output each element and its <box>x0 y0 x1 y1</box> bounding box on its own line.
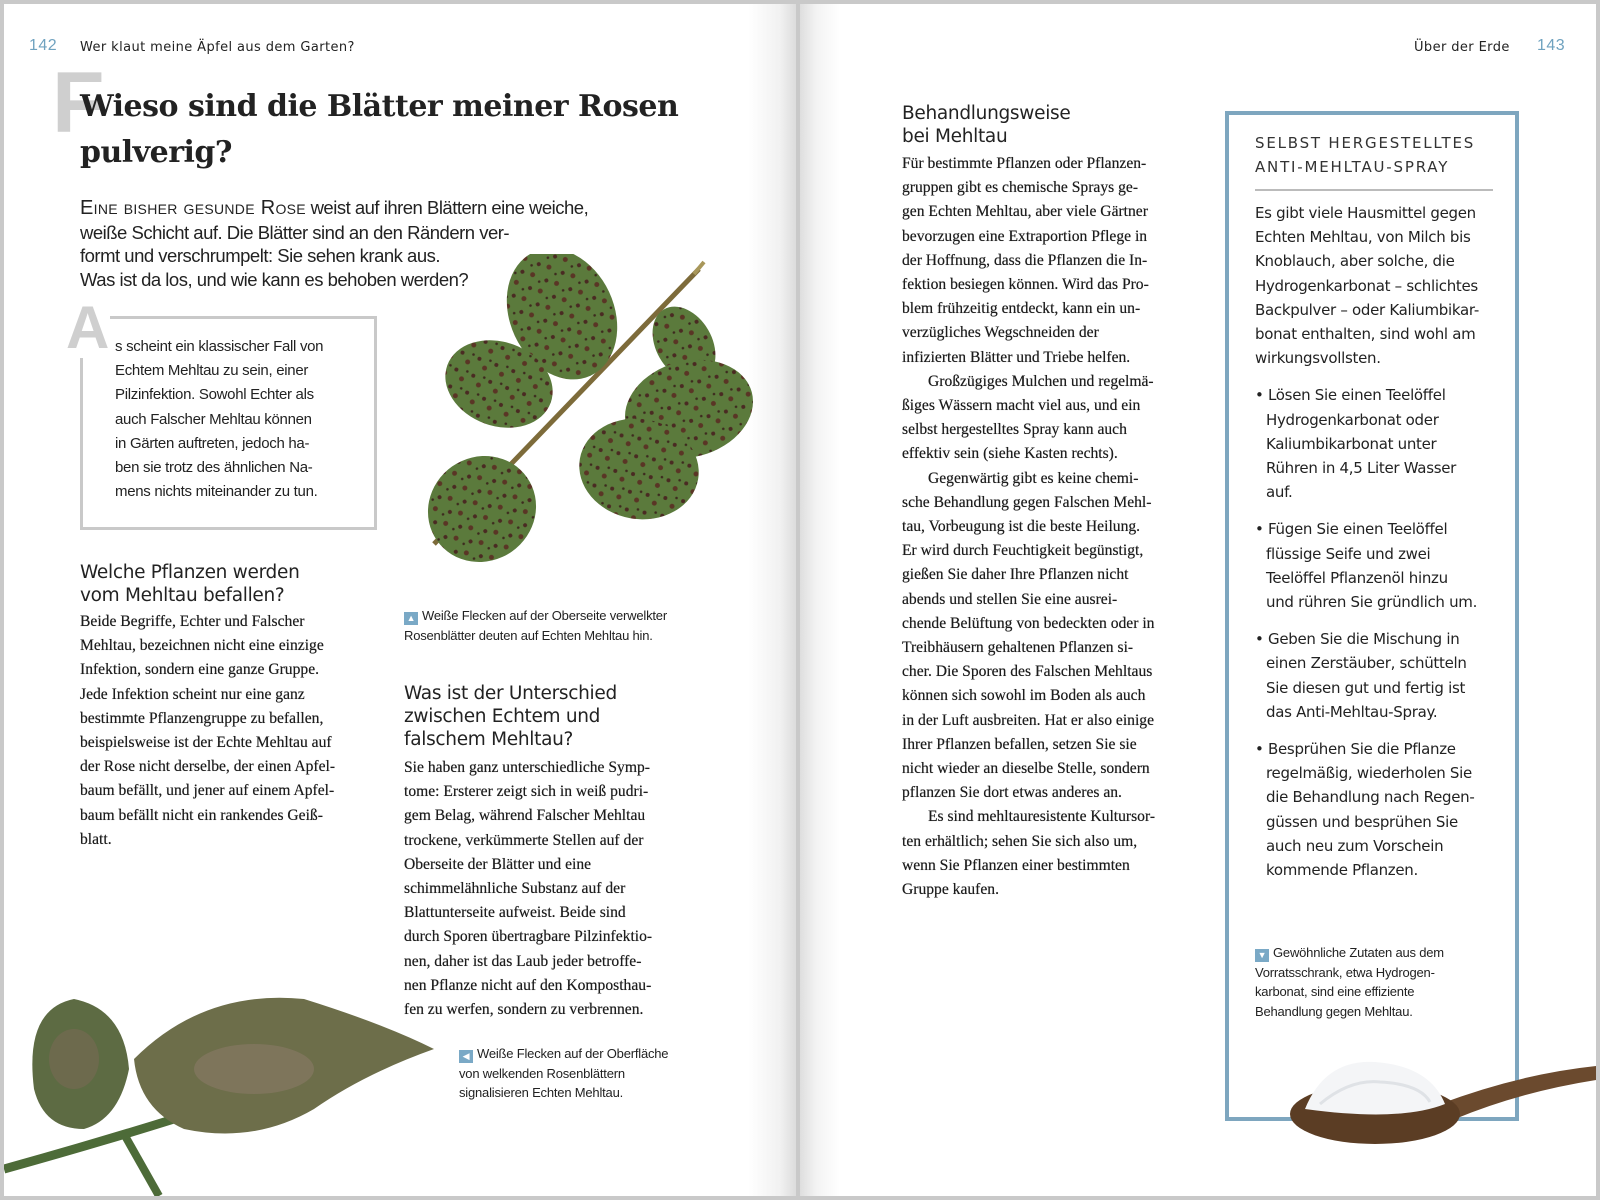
text-line: infizierten Blätter und Triebe helfen. <box>902 348 1131 366</box>
caption-line: von welkenden Rosenblättern <box>459 1065 625 1081</box>
text-line: bestimmte Pflanzengruppe zu befallen, <box>80 709 324 727</box>
text-line: flüssige Seife und zwei <box>1266 544 1431 563</box>
text-line: der Hoffnung, dass die Pflanzen die In- <box>902 251 1148 269</box>
text-line: Ihrer Pflanzen befallen, setzen Sie sie <box>902 735 1137 753</box>
box-intro <box>1255 201 1515 370</box>
text-line: Welche Pflanzen werden <box>80 562 300 583</box>
caption-line: karbonat, sind eine effiziente <box>1255 984 1415 999</box>
text-line: Knoblauch, aber solche, die <box>1255 252 1455 271</box>
running-title: Wer klaut meine Äpfel aus dem Garten? <box>80 40 355 55</box>
text-line: Treibhäusern gehaltenen Pflanzen si- <box>902 639 1134 657</box>
text-line: können sich sowohl im Boden als auch <box>902 687 1146 705</box>
text-line: Er wird durch Feuchtigkeit begünstigt, <box>902 542 1144 560</box>
text-line: Sie diesen gut und fertig ist <box>1266 678 1466 697</box>
rose-leaves-image <box>414 254 774 574</box>
text-line: Jede Infektion scheint nur eine ganz <box>80 685 305 703</box>
left-page <box>4 4 796 1196</box>
text-line: nen Pflanze nicht auf den Komposthau- <box>404 976 652 994</box>
text-line: abends und stellen Sie eine ausrei- <box>902 590 1118 608</box>
caption-line: signalisieren Echten Mehltau. <box>459 1085 624 1100</box>
text-line: Rühren in 4,5 Liter Wasser <box>1266 459 1457 478</box>
text-line: effektiv sein (siehe Kasten rechts). <box>902 445 1118 463</box>
text-line: einen Zerstäuber, schütteln <box>1266 654 1467 673</box>
text-line: wirkungsvollsten. <box>1255 349 1381 368</box>
text-line: nicht wieder an dieselbe Stelle, sondern <box>902 760 1150 778</box>
box-heading <box>1255 131 1515 179</box>
text-line: baum befällt nicht ein rankendes Geiß- <box>80 806 323 824</box>
text-line: Pilzinfektion. Sowohl Echter als <box>115 386 314 404</box>
text-line: gem Belag, während Falscher Mehltau <box>404 807 646 825</box>
text-line: regelmäßig, wiederholen Sie <box>1266 764 1472 783</box>
text-line: Großzügiges Mulchen und regelmä- <box>928 372 1154 390</box>
text-line: Gruppe kaufen. <box>902 881 999 899</box>
text-line: Wieso sind die Blätter meiner Rosen <box>80 89 679 124</box>
deck-line: weist auf ihren Blättern eine weiche, <box>310 197 589 218</box>
caption <box>459 1044 668 1103</box>
page-title <box>80 84 678 176</box>
text-line: Echten Mehltau, von Milch bis <box>1255 228 1471 247</box>
deck-line: weiße Schicht auf. Die Blätter sind an den Rändern ver- <box>80 221 510 243</box>
section-heading <box>80 561 300 607</box>
page-number: 142 <box>29 37 58 54</box>
title-dropcap: F <box>52 55 105 151</box>
arrow-down-icon: ▼ <box>1255 949 1269 962</box>
caption <box>404 606 667 645</box>
diy-spray-box <box>1225 111 1519 1121</box>
text-line: tau, Vorbeugung ist die beste Heilung. <box>902 518 1141 536</box>
text-line: gruppen gibt es chemische Sprays ge- <box>902 179 1139 197</box>
text-line: ten erhältlich; sehen Sie sich also um, <box>902 832 1138 850</box>
deck-line: formt und verschrumpelt: Sie sehen krank aus. <box>80 245 441 266</box>
page-number: 143 <box>1537 37 1566 54</box>
text-line: Kaliumbikarbonat unter <box>1266 434 1437 453</box>
text-line: bonat enthalten, sind wohl am <box>1255 325 1476 344</box>
text-line: s scheint ein klassischer Fall von <box>115 338 324 355</box>
text-line: beispielsweise ist der Echte Mehltau auf <box>80 734 332 752</box>
text-line: Hydrogenkarbonat oder <box>1266 410 1439 429</box>
text-line: fen zu werfen, sondern zu verbrennen. <box>404 1001 644 1019</box>
text-line: cher. Die Sporen des Falschen Mehltaus <box>902 663 1153 681</box>
text-line: gen Echten Mehltau, aber viele Gärtner <box>902 203 1148 221</box>
divider <box>1255 189 1493 191</box>
caption-line: Weiße Flecken auf der Oberfläche <box>477 1046 669 1061</box>
text-line: vom Mehltau befallen? <box>80 585 285 606</box>
text-line: chende Belüftung von bedeckten oder in <box>902 614 1155 632</box>
text-line: ANTI-MEHLTAU-SPRAY <box>1255 158 1450 176</box>
text-line: in der Luft ausbreiten. Hat er also einige <box>902 711 1155 729</box>
text-line: wenn Sie Pflanzen einer bestimmten <box>902 856 1130 874</box>
caption-line: Rosenblätter deuten auf Echten Mehltau hin. <box>404 627 653 643</box>
section-heading <box>404 682 617 751</box>
arrow-left-icon: ◀ <box>459 1050 473 1063</box>
text-line: Hydrogenkarbonat – schlichtes <box>1255 276 1478 295</box>
text-line: Sie haben ganz unterschiedliche Symp- <box>404 759 650 776</box>
text-line: ßiges Wässern macht viel aus, und ein <box>902 397 1141 415</box>
text-line: und rühren Sie gründlich um. <box>1266 593 1478 612</box>
text-line: güssen und besprühen Sie <box>1266 812 1458 831</box>
text-line: durch Sporen übertragbare Pilzinfektio- <box>404 928 653 946</box>
text-line: ben sie trotz des ähnlichen Na- <box>115 459 313 477</box>
caption-line: Vorratsschrank, etwa Hydrogen- <box>1255 964 1435 980</box>
text-line: trockene, verkümmerte Stellen auf der <box>404 831 644 849</box>
text-line: blatt. <box>80 830 112 848</box>
text-line: das Anti-Mehltau-Spray. <box>1266 702 1438 721</box>
text-line: auch neu zum Vorschein <box>1266 836 1444 855</box>
text-line: schimmelähnliche Substanz auf der <box>404 880 626 898</box>
section-heading <box>902 102 1070 148</box>
deck-line: Was ist da los, und wie kann es behoben werden? <box>80 268 469 290</box>
text-line: die Behandlung nach Regen- <box>1266 788 1475 807</box>
text-line: • Fügen Sie einen Teelöffel <box>1255 520 1448 539</box>
text-line: Blattunterseite aufweist. Beide sind <box>404 904 626 922</box>
text-line: gießen Sie daher Ihre Pflanzen nicht <box>902 566 1129 584</box>
text-line: auf. <box>1266 483 1293 502</box>
arrow-up-icon: ▲ <box>404 612 418 625</box>
text-line: • Lösen Sie einen Teelöffel <box>1255 386 1446 405</box>
text-line: selbst hergestelltes Spray kann auch <box>902 421 1127 439</box>
text-line: Teelöffel Pflanzenöl hinzu <box>1266 568 1448 587</box>
text-line: pulverig? <box>80 135 232 170</box>
text-line: bevorzugen eine Extraportion Pflege in <box>902 227 1148 245</box>
text-line: fektion besiegen können. Wird das Pro- <box>902 276 1149 294</box>
section-body <box>80 610 335 852</box>
text-line: Beide Begriffe, Echter und Falscher <box>80 613 305 630</box>
wilted-rose-leaf-image <box>4 979 444 1196</box>
text-line: • Geben Sie die Mischung in <box>1255 630 1460 649</box>
text-line: mens nichts miteinander zu tun. <box>115 483 318 501</box>
text-line: baum befällt, und jener auf einem Apfel- <box>80 782 335 800</box>
caption-line: Behandlung gegen Mehltau. <box>1255 1003 1413 1019</box>
text-line: Es gibt viele Hausmittel gegen <box>1255 204 1476 222</box>
text-line: Oberseite der Blätter und eine <box>404 855 592 873</box>
text-line: falschem Mehltau? <box>404 729 574 750</box>
bullet-item <box>1255 517 1515 614</box>
text-line: Gegenwärtig gibt es keine chemi- <box>928 469 1139 487</box>
spoon-with-baking-soda-image <box>1280 1054 1596 1154</box>
text-line: sche Behandlung gegen Falschen Mehl- <box>902 493 1152 511</box>
text-line: Backpulver – oder Kaliumbikar- <box>1255 300 1479 319</box>
text-line: zwischen Echtem und <box>404 706 601 727</box>
text-line: nen, daher ist das Laub jeder betroffe- <box>404 952 642 970</box>
deck-smallcaps: Eine bisher gesunde Rose <box>80 197 306 219</box>
text-line: kommende Pflanzen. <box>1266 861 1418 880</box>
text-line: der Rose nicht derselbe, der einen Apfel- <box>80 758 336 776</box>
text-line: Für bestimmte Pflanzen oder Pflanzen- <box>902 155 1147 172</box>
running-title: Über der Erde <box>1414 40 1510 55</box>
answer-dropcap: A <box>66 298 110 358</box>
bullet-item <box>1255 383 1515 504</box>
caption-line: Weiße Flecken auf der Oberseite verwelkter <box>422 608 667 623</box>
caption <box>1255 943 1444 1021</box>
text-line: blem frühzeitig entdeckt, kann ein un- <box>902 300 1141 318</box>
text-line: Echtem Mehltau zu sein, einer <box>115 362 309 380</box>
bullet-item <box>1255 627 1515 724</box>
caption-line: Gewöhnliche Zutaten aus dem <box>1273 945 1444 960</box>
text-line: tome: Ersterer zeigt sich in weiß pudri- <box>404 783 649 801</box>
text-line: Was ist der Unterschied <box>404 683 617 704</box>
text-line: Behandlungsweise <box>902 103 1071 124</box>
text-line: SELBST HERGESTELLTES <box>1255 134 1476 152</box>
text-line: • Besprühen Sie die Pflanze <box>1255 740 1456 759</box>
bullet-item <box>1255 737 1515 882</box>
text-line: verzügliches Wegschneiden der <box>902 324 1099 342</box>
text-line: Mehltau, bezeichnen nicht eine einzige <box>80 637 324 655</box>
text-line: in Gärten auftreten, jedoch ha- <box>115 434 310 452</box>
text-line: Infektion, sondern eine ganze Gruppe. <box>80 661 320 679</box>
text-line: auch Falscher Mehltau können <box>115 410 312 428</box>
answer-box <box>80 316 377 530</box>
text-line: pflanzen Sie dort etwas anderes an. <box>902 784 1122 802</box>
text-line: Es sind mehltauresistente Kultursor- <box>928 808 1156 826</box>
text-line: bei Mehltau <box>902 126 1008 147</box>
section-body <box>902 152 1155 902</box>
right-page <box>800 4 1596 1196</box>
